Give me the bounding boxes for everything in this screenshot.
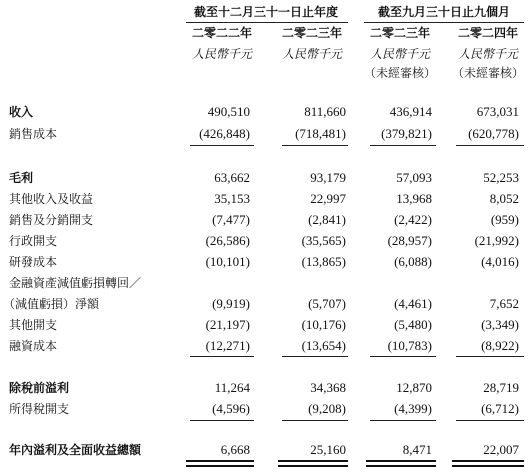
cell: (718,481): [295, 126, 346, 141]
cell: 490,510: [207, 104, 250, 119]
cell: (4,016): [481, 254, 519, 269]
cell: (3,349): [481, 317, 519, 332]
subtotal-rule: [190, 145, 254, 146]
cell: 12,870: [396, 380, 432, 395]
row-label-selling-expenses: 銷售及分銷開支: [9, 213, 94, 227]
unaudited-col3: （未經審核）: [364, 66, 437, 80]
row-label-other-expenses: 其他開支: [9, 318, 58, 332]
header-underline-annual: [186, 22, 348, 23]
cell: 436,914: [389, 104, 432, 119]
cell: 57,093: [396, 170, 432, 185]
year-2024-nine-months: 二零二四年: [457, 26, 518, 40]
cell: 811,660: [304, 104, 346, 119]
cell: (35,565): [301, 233, 346, 248]
subtotal-rule: [456, 356, 524, 357]
cell: 13,968: [396, 191, 432, 206]
total-double-rule: [452, 460, 524, 462]
total-double-rule: [186, 460, 254, 462]
subtotal-rule: [370, 420, 436, 421]
header-period-nine-months: 截至九月三十日止九個月: [377, 5, 510, 19]
cell: (426,848): [199, 126, 250, 141]
cell: 7,652: [489, 296, 519, 311]
header-period-annual: 截至十二月三十一日止年度: [193, 5, 338, 19]
cell: 93,179: [310, 170, 346, 185]
currency-col3: 人民幣千元: [369, 47, 430, 61]
year-2022: 二零二二年: [191, 26, 252, 40]
cell: 25,160: [310, 442, 346, 457]
cell: (6,712): [481, 401, 519, 416]
cell: (959): [490, 212, 519, 227]
row-label-cost-of-sales: 銷售成本: [9, 127, 58, 141]
subtotal-rule: [282, 145, 348, 146]
cell: (13,654): [301, 338, 346, 353]
row-label-revenue: 收入: [9, 105, 34, 119]
subtotal-rule: [370, 145, 436, 146]
year-2023-nine-months: 二零二三年: [369, 26, 430, 40]
cell: (6,088): [394, 254, 432, 269]
cell: (5,707): [308, 296, 346, 311]
row-label-profit-before-tax: 除稅前溢利: [9, 381, 70, 395]
row-label-impairment-line1: 金融資產減值虧損轉回／: [9, 276, 142, 290]
cell: 35,153: [214, 191, 250, 206]
cell: (4,596): [212, 401, 250, 416]
cell: 22,007: [483, 442, 519, 457]
subtotal-rule: [456, 145, 524, 146]
cell: 6,668: [220, 442, 250, 457]
unaudited-col4: （未經審核）: [452, 66, 525, 80]
cell: (10,176): [301, 317, 346, 332]
row-label-impairment-line2: （減值虧損）淨額: [3, 297, 100, 311]
row-label-income-tax: 所得稅開支: [9, 402, 70, 416]
total-double-rule: [186, 465, 254, 467]
cell: (26,586): [205, 233, 250, 248]
row-label-admin-expenses: 行政開支: [9, 234, 58, 248]
total-double-rule: [278, 465, 348, 467]
cell: (10,101): [205, 254, 250, 269]
total-double-rule: [366, 460, 436, 462]
cell: 11,264: [214, 380, 250, 395]
subtotal-rule: [190, 356, 254, 357]
row-label-gross-profit: 毛利: [9, 171, 34, 185]
cell: 63,662: [214, 170, 250, 185]
subtotal-rule: [190, 420, 254, 421]
cell: (13,865): [301, 254, 346, 269]
cell: 52,253: [483, 170, 519, 185]
header-underline-nine-months: [364, 22, 524, 23]
cell: 673,031: [476, 104, 519, 119]
total-double-rule: [278, 460, 348, 462]
cell: (28,957): [387, 233, 432, 248]
year-2023: 二零二三年: [281, 26, 342, 40]
row-label-other-income: 其他收入及收益: [9, 192, 94, 206]
subtotal-rule: [370, 356, 436, 357]
cell: 8,471: [402, 442, 432, 457]
cell: (379,821): [381, 126, 432, 141]
cell: 8,052: [489, 191, 519, 206]
cell: (12,271): [205, 338, 250, 353]
cell: (7,477): [212, 212, 250, 227]
cell: (4,461): [394, 296, 432, 311]
cell: (9,208): [308, 401, 346, 416]
cell: 28,719: [483, 380, 519, 395]
currency-col2: 人民幣千元: [281, 47, 342, 61]
total-double-rule: [366, 465, 436, 467]
cell: 34,368: [310, 380, 346, 395]
row-label-rd-costs: 研發成本: [9, 255, 58, 269]
subtotal-rule: [282, 420, 348, 421]
cell: (10,783): [387, 338, 432, 353]
cell: (620,778): [468, 126, 519, 141]
cell: (9,919): [212, 296, 250, 311]
cell: 22,997: [310, 191, 346, 206]
cell: (2,422): [394, 212, 432, 227]
cell: (8,922): [481, 338, 519, 353]
currency-col1: 人民幣千元: [191, 47, 252, 61]
cell: (4,399): [394, 401, 432, 416]
subtotal-rule: [282, 356, 348, 357]
cell: (2,841): [308, 212, 346, 227]
total-double-rule: [452, 465, 524, 467]
row-label-total-comprehensive-income: 年內溢利及全面收益總額: [9, 443, 142, 457]
subtotal-rule: [456, 420, 524, 421]
cell: (5,480): [394, 317, 432, 332]
cell: (21,992): [474, 233, 519, 248]
currency-col4: 人民幣千元: [457, 47, 518, 61]
row-label-finance-costs: 融資成本: [9, 339, 58, 353]
cell: (21,197): [205, 317, 250, 332]
